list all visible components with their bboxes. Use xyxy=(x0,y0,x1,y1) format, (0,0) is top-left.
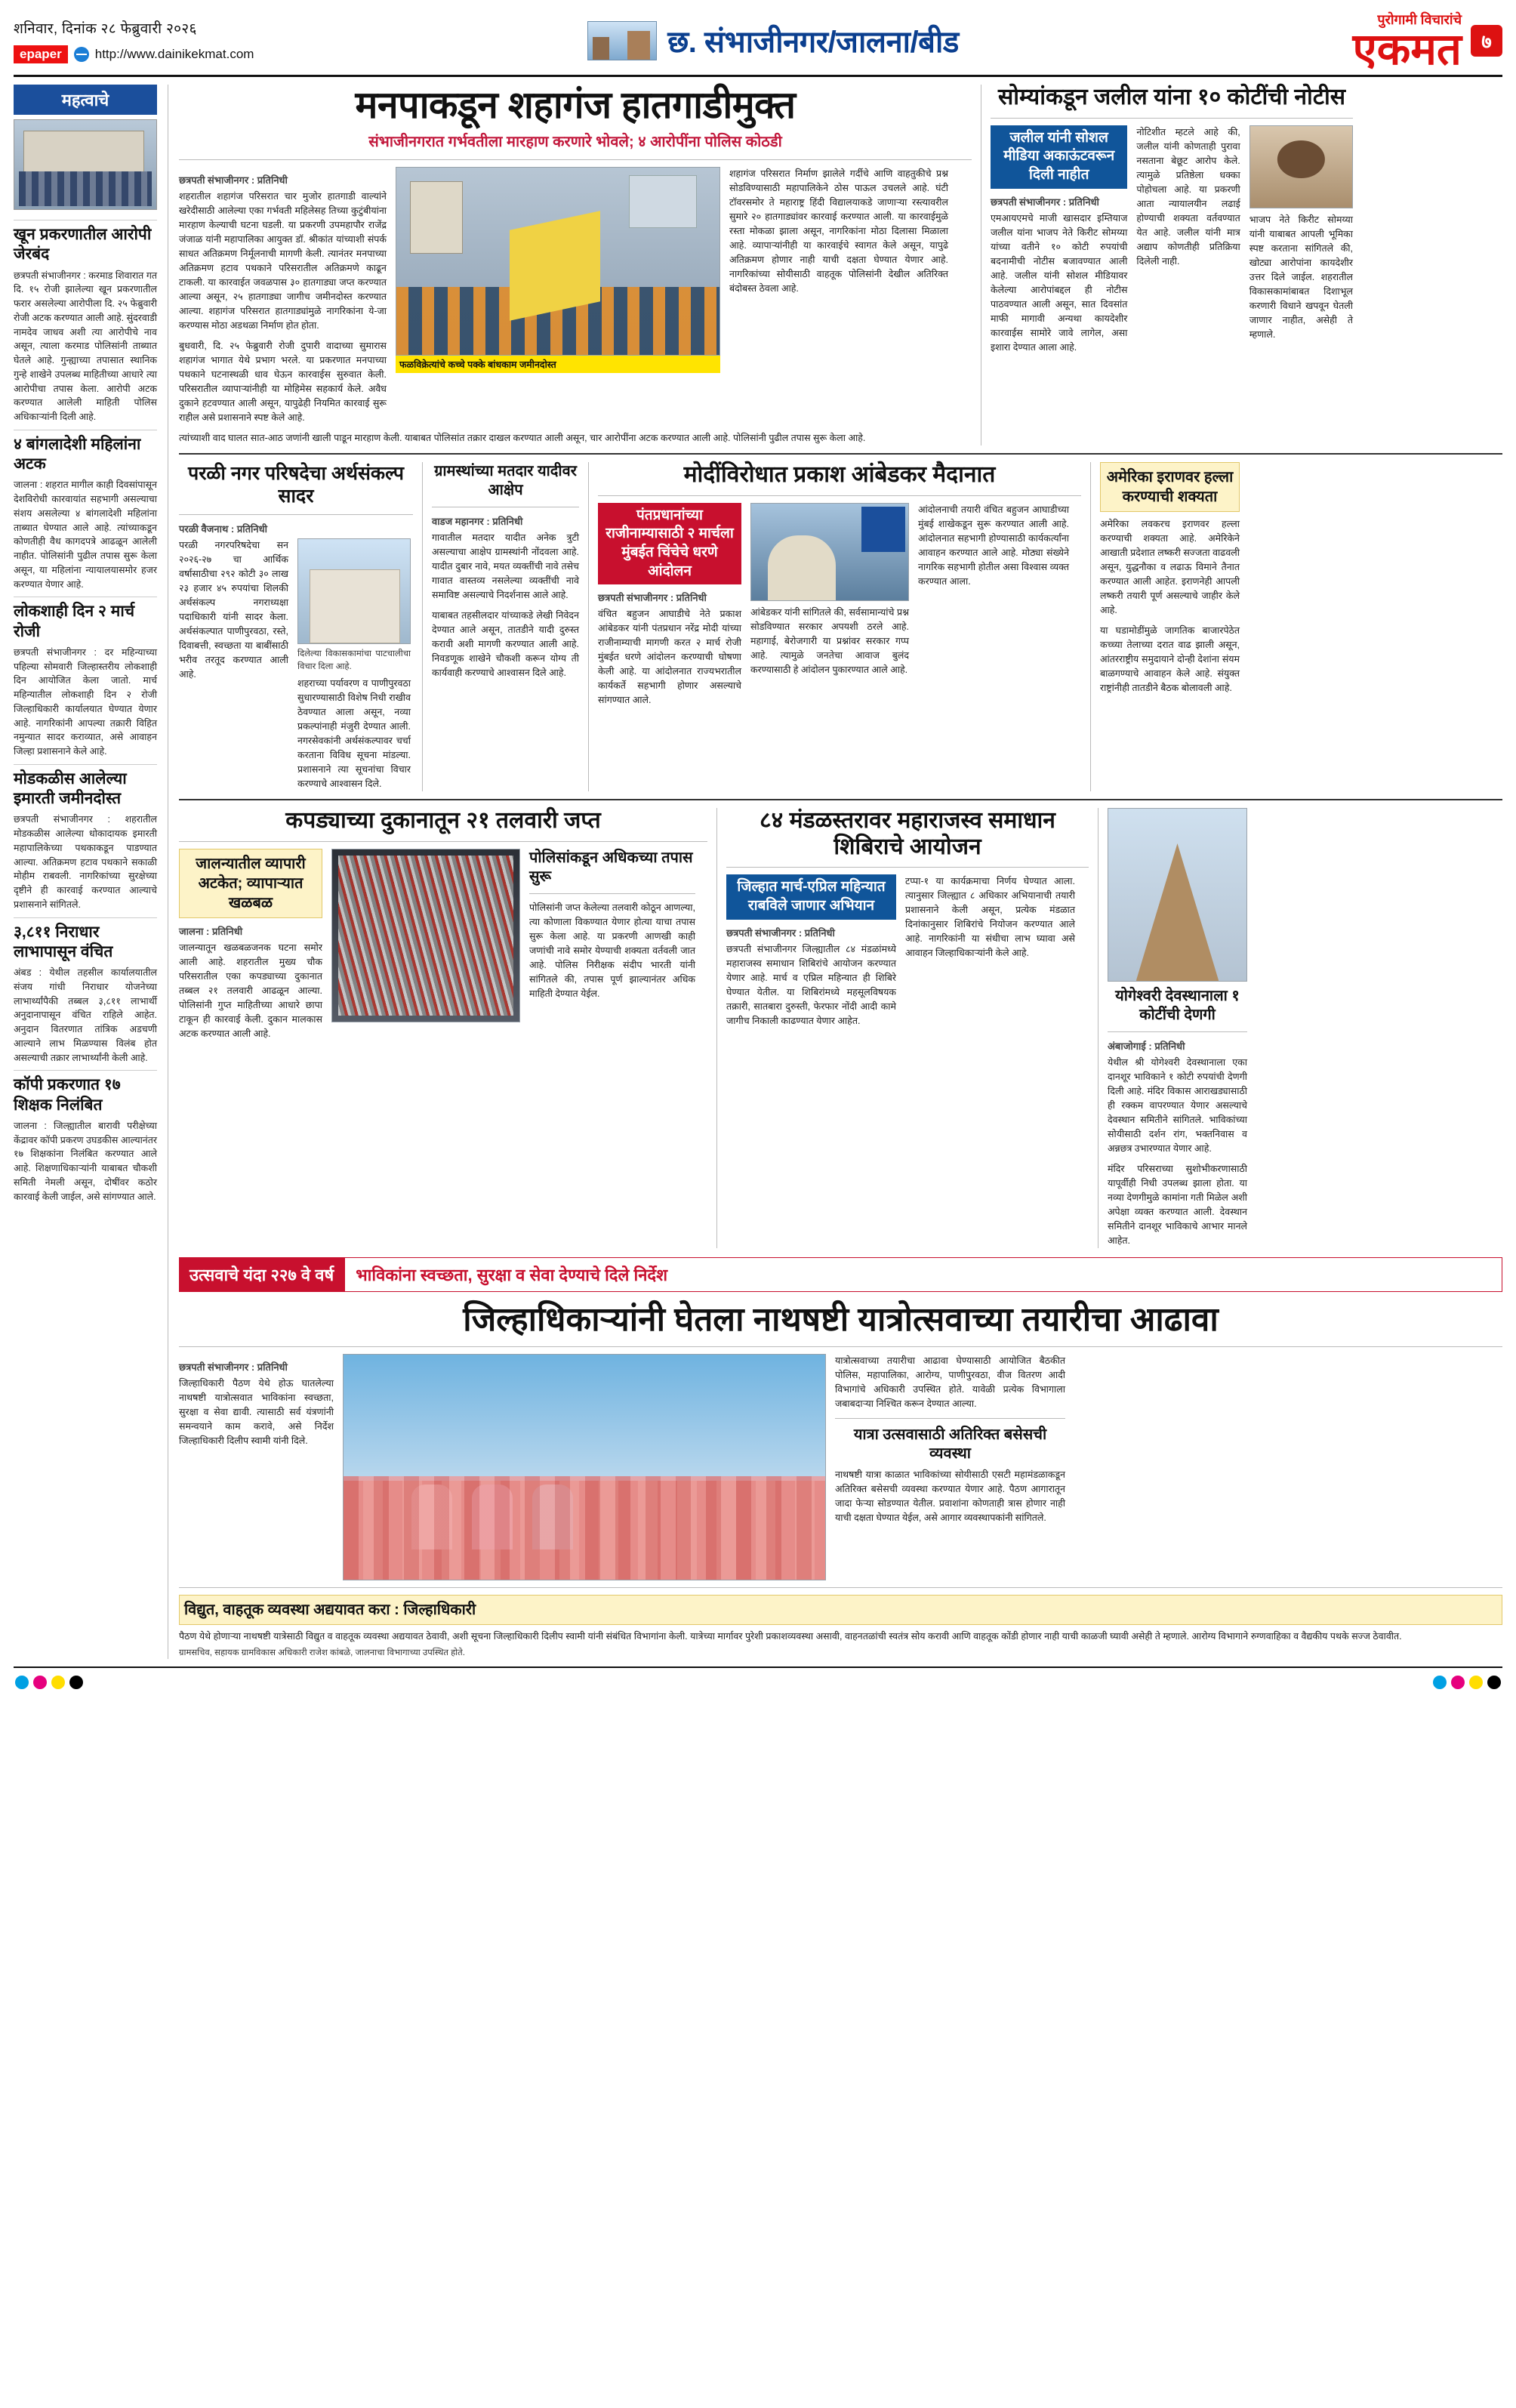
modi-headline: मोदींविरोधात प्रकाश आंबेडकर मैदानात xyxy=(683,462,996,488)
article-body: शहागंज परिसरात निर्माण झालेले गर्दीचे आणि वाहतुकीचे प्रश्न सोडविण्यासाठी महापालिकेने ठोस पाऊल उचलले आहे. घंटी टॉवरसमोर ते महाराष्ट्र हिंदी विद्यालयाकडे जाणाऱ्या रस्त्यावरील सुमारे २० हातगाड्यांवर कारवाई करण्यात आली. या कारवाईमुळे रस्ता मोकळा झाला असून, नागरिकांना मोठा दिलासा मिळाला आहे. व्यापाऱ्यांनीही या कारवाईचे स्वागत केले असून, यापुढे अतिक्रमण होणार नाही याची दक्षता घेण्यात येणार आहे. नागरिकांच्या सोयीसाठी वाहतूक पोलिसांनी देखील अतिरिक्त बंदोबस्त ठेवला आहे. xyxy=(729,168,948,294)
jalil-headline: सोम्यांकडून जलील यांना १० कोटींची नोटीस xyxy=(998,85,1345,110)
jalil-col-2 xyxy=(1136,125,1240,355)
parli-article xyxy=(179,462,413,791)
article-body: गावातील मतदार यादीत अनेक त्रुटी असल्याचा आक्षेप ग्रामस्थांनी नोंदवला आहे. यादीत दुबार नावे, मयत व्यक्तींची नावे तसेच गावात वास्तव्य नसलेल्या व्यक्तींची नावे समाविष्ट असल्याचे निदर्शनास आले आहे. xyxy=(432,532,579,601)
byline: जालना : प्रतिनिधी xyxy=(179,925,243,937)
article-body: शहराच्या पर्यावरण व पाणीपुरवठा सुधारण्यासाठी विशेष निधी राखीव ठेवण्यात आला असून, नव्या प्रकल्पांनाही मंजुरी देण्यात आली. नगरसेवकांनी अर्थसंकल्पावर चर्चा करताना विविध सूचना मांडल्या. प्रशासनाने त्या सूचनांचा विचार करण्याचे आश्वासन दिले. xyxy=(297,678,411,790)
photo-caption-bar: फळविक्रेत्यांचे कच्चे पक्के बांधकाम जमीनदोस्त xyxy=(396,356,720,373)
sidebar-item-body: जालना : जिल्ह्यातील बारावी परीक्षेच्या केंद्रावर कॉपी प्रकरण उघडकीस आल्यानंतर १७ शिक्षकांना निलंबित करण्यात आले आहे. शिक्षणाधिकाऱ्यांनी याबाबत चौकशी समिती नेमली असून, दोषींवर कठोर कारवाई केली जाईल, असे सांगण्यात आले. xyxy=(14,1120,157,1202)
article-body: जिल्हाधिकारी पैठण येथे होऊ घातलेल्या नाथषष्टी यात्रोत्सवात भाविकांना स्वच्छता, सुरक्षा व सेवा द्यावी. त्यासाठी सर्व यंत्रणांनी समन्वयाने काम करावे, असे निर्देश जिल्हाधिकारी दिलीप स्वामी यांनी दिले. xyxy=(179,1377,334,1446)
nathshashti-article xyxy=(179,1296,1502,1659)
byline: छत्रपती संभाजीनगर : प्रतिनिधी xyxy=(179,1361,288,1373)
byline: वाडज महानगर : प्रतिनिधी xyxy=(432,516,523,528)
photo-caption: दिलेल्या विकासकामांचा पाटचालीचा विचार दिला आहे. xyxy=(297,649,411,671)
sidebar-item-title: ३,८११ निराधार लाभापासून वंचित xyxy=(14,923,113,960)
article-body: या घडामोडींमुळे जागतिक बाजारपेठेत कच्च्या तेलाच्या दरात वाढ झाली असून, आंतरराष्ट्रीय समुदायाने दोन्ही देशांना संयम बाळगण्याचे आवाहन केले आहे. संयुक्त राष्ट्रांनीही तातडीने बैठक बोलावली आहे. xyxy=(1100,625,1240,694)
article-body: आंबेडकर यांनी सांगितले की, सर्वसामान्यांचे प्रश्न सोडविण्यात सरकार अपयशी ठरले आहे. महागाई, बेरोजगारी या प्रश्नांवर सरकार गप्प आहे. त्यामुळे जनतेचा आवाज बुलंद करण्यासाठी हे आंदोलन पुकारण्यात आले आहे. xyxy=(750,606,909,675)
masthead-left xyxy=(14,18,368,63)
article-body-continued: त्यांच्याशी वाद घालत सात-आठ जणांनी खाली पाडून मारहाण केली. याबाबत पोलिसांत तक्रार दाखल करण्यात आली असून, चार आरोपींना अटक करण्यात आली आहे. पोलिसांनी पुढील तपास सुरू केला आहे. xyxy=(179,433,866,444)
sidebar-header: महत्वाचे xyxy=(14,85,157,115)
article-body: वंचित बहुजन आघाडीचे नेते प्रकाश आंबेडकर यांनी पंतप्रधान नरेंद्र मोदी यांच्या राजीनाम्याची मागणी करत २ मार्च रोजी मुंबईत धरणे आंदोलन करण्याची घोषणा केली आहे. या आंदोलनात राज्यभरातील कार्यकर्ते सहभागी होणार असल्याचे सांगण्यात आले. xyxy=(598,609,741,706)
masthead xyxy=(14,11,1502,77)
lead-photo xyxy=(396,167,720,356)
article-body: छत्रपती संभाजीनगर जिल्ह्यातील ८४ मंडळांमध्ये महाराजस्व समाधान शिबिरांचे आयोजन करण्यात येणार आहे. मार्च व एप्रिल महिन्यात ही शिबिरे घेण्यात येतील. या शिबिरांमध्ये महसूलविषयक तक्रारी, सातबारा दुरुस्ती, फेरफार नोंदी आदी कामे जागीच निकाली काढण्यात येणार आहेत. xyxy=(726,943,896,1026)
list-item[interactable] xyxy=(14,430,157,592)
article-body: बुधवारी, दि. २५ फेब्रुवारी रोजी दुपारी वादाच्या सुमारास शहागंज भागात येथे प्रभाग भरले. या प्रकरणात मनपाच्या पथकाने घटनास्थळी धाव घेऊन कारवाईस सुरुवात केली. परिसरातील व्यापाऱ्यांनीही या मोहिमेस सहकार्य केले. अवैध दुकाने हटवण्यात आली असून, यापुढेही नियमित कारवाई सुरू राहील असे प्रशासनाने स्पष्ट केले आहे. xyxy=(179,341,387,424)
article-body: नोटिशीत म्हटले आहे की, जलील यांनी कोणताही पुरावा नसताना बेछूट आरोप केले. त्यामुळे प्रतिष्ठेला धक्का पोहोचला आहे. या प्रकरणी आता न्यायालयीन लढाई होण्याची शक्यता वर्तवण्यात येत आहे. जलील यांनी मात्र अद्याप कोणतीही प्रतिक्रिया दिलेली नाही. xyxy=(1136,126,1240,267)
byline: अंबाजोगाई : प्रतिनिधी xyxy=(1108,1041,1185,1053)
publication-date: शनिवार, दिनांक २८ फेब्रुवारी २०२६ xyxy=(14,20,197,37)
article-body: यात्रोत्सवाच्या तयारीचा आढावा घेण्यासाठी आयोजित बैठकीत पोलिस, महापालिका, आरोग्य, पाणीपुरवठा, वीज वितरण आदी विभागांचे अधिकारी उपस्थित होते. यावेळी प्रत्येक विभागाला जबाबदाऱ्या निश्चित करून देण्यात आल्या. xyxy=(835,1355,1065,1409)
mandal-boxhead: जिल्हात मार्च-एप्रिल महिन्यात राबविले जाणार अभियान xyxy=(726,874,896,919)
lead-col-3 xyxy=(729,167,948,425)
modi-photo xyxy=(750,503,909,601)
lead-col-1 xyxy=(179,167,387,425)
sidebar-item-title: लोकशाही दिन २ मार्च रोजी xyxy=(14,603,135,640)
second-band xyxy=(179,462,1502,791)
page-title: मनपाकडून शहागंज हातगाडीमुक्त xyxy=(355,84,796,127)
edition-city-line: छ. संभाजीनगर/जालना/बीड xyxy=(667,26,959,60)
color-dot xyxy=(51,1676,65,1689)
swords-subhead: जालन्यातील व्यापारी अटकेत; व्यापाऱ्यात खळबळ xyxy=(179,849,322,918)
sidebar-photo xyxy=(14,119,157,210)
footer-color-bar xyxy=(14,1666,1502,1689)
main-content xyxy=(179,85,1502,1659)
power-strip-head: विद्युत, वाहतूक व्यवस्था अद्ययावत करा : जिल्हाधिकारी xyxy=(179,1595,1502,1625)
list-item[interactable] xyxy=(14,764,157,912)
article-body: आंदोलनाची तयारी वंचित बहुजन आघाडीच्या मुंबई शाखेकडून सुरू करण्यात आली आहे. आंदोलनात सहभागी होण्यासाठी कार्यकर्त्यांना आवाहन करण्यात आले आहे. मोठ्या संख्येने नागरिक सहभागी होतील असा विश्वास व्यक्त करण्यात आला. xyxy=(918,504,1069,587)
top-band xyxy=(179,85,1502,446)
globe-icon xyxy=(74,47,89,62)
article-body: नाथषष्टी यात्रा काळात भाविकांच्या सोयीसाठी एसटी महामंडळाकडून अतिरिक्त बसेसची व्यवस्था करण्यात येणार आहे. पैठण आगारातून जादा फेऱ्या सोडण्यात येतील. प्रवाशांना कोणताही त्रास होणार नाही याची दक्षता घेण्यात येईल, असे आगार व्यवस्थापकांनी सांगितले. xyxy=(835,1469,1065,1523)
lead-subhead: संभाजीनगरात गर्भवतीला मारहाण करणारे भोवले; ४ आरोपींना पोलिस कोठडी xyxy=(368,134,782,151)
modi-boxhead: पंतप्रधानांच्या राजीनाम्यासाठी २ मार्चला मुंबईत चिंचेचे धरणे आंदोलन xyxy=(598,503,741,585)
list-item[interactable] xyxy=(14,1070,157,1204)
ribbon-right-label: भाविकांना स्वच्छता, सुरक्षा व सेवा देण्याचे दिले निर्देश xyxy=(344,1257,1502,1292)
sidebar-item-title: ४ बांगलादेशी महिलांना अटक xyxy=(14,435,141,473)
modi-article xyxy=(598,462,1081,791)
mandal-headline: ८४ मंडळस्तरावर महाराजस्व समाधान शिबिराचे आयोजन xyxy=(760,808,1055,859)
article-body: येथील श्री योगेश्वरी देवस्थानाला एका दानशूर भाविकाने १ कोटी रुपयांची देणगी दिली आहे. मंदिर विकास आराखड्यासाठी ही रक्कम वापरण्यात येणार असल्याचे देवस्थान समितीने सांगितले. भाविकांच्या सोयीसाठी दर्शन रांग, भक्तनिवास व अन्नछत्र उभारण्यात येणार आहे. xyxy=(1108,1057,1247,1155)
jalil-boxhead: जलील यांनी सोशल मीडिया अकाऊंटवरून दिली नाहीत xyxy=(991,125,1127,189)
swords-boxhead: पोलिसांकडून अधिकच्या तपास सुरू xyxy=(529,849,693,885)
voter-article xyxy=(432,462,579,791)
list-item[interactable] xyxy=(14,597,157,759)
sidebar-item-body: छत्रपती संभाजीनगर : करमाड शिवारात गत दि. १५ रोजी झालेल्या खून प्रकरणातील फरार असलेल्या आरोपीला दि. २५ फेब्रुवारी रोजी अटक करण्यात आली आहे. सुंदरवाडी नामदेव जाधव अशी त्या आरोपीचे नाव असून, त्याला करमाड पोलिसांनी ताब्यात घेतले आहे. गुन्ह्याच्या तपासात स्थानिक गुन्हे शाखेने उपलब्ध माहितीच्या आधारे त्या आरोपीचा तपास केला. आरोपी अटक करण्यात आलेली माहिती पोलिस अधिकाऱ्यांनी दिली आहे. xyxy=(14,270,157,423)
nathshashti-photo xyxy=(343,1354,826,1580)
article-body: याबाबत तहसीलदार यांच्याकडे लेखी निवेदन देण्यात आले असून, तातडीने यादी दुरुस्त करावी अशी मागणी करण्यात आली आहे. निवडणूक शाखेने चौकशी करून योग्य ती कार्यवाही करण्याचे आश्वासन दिले आहे. xyxy=(432,610,579,679)
temple-photo xyxy=(1108,808,1247,982)
article-body: एमआयएमचे माजी खासदार इम्तियाज जलील यांना भाजप नेते किरीट सोमय्या यांच्या वतीने १० कोटी रुपयांची बदनामीची नोटीस बजावण्यात आली आहे. जलील यांनी सोशल मीडियावर केलेल्या आरोपांबद्दल ही नोटीस पाठवण्यात आली असून, सात दिवसांत माफी मागावी अन्यथा कायदेशीर कारवाईस सामोरे जावे लागेल, असा इशारा देण्यात आला आहे. xyxy=(991,212,1128,353)
swords-photo xyxy=(331,849,520,1022)
list-item[interactable] xyxy=(14,220,157,424)
color-dot xyxy=(15,1676,29,1689)
epaper-url: http://www.dainikekmat.com xyxy=(94,46,254,61)
swords-article xyxy=(179,808,707,1248)
epaper-link[interactable] xyxy=(14,45,368,63)
sidebar-item-body: जालना : शहरात मागील काही दिवसांपासून देशविरोधी कारवायांत सहभागी असल्याचा संशय असलेल्या ४ बांगलादेशी महिलांना ताब्यात घेण्यात आले आहे. त्यांच्याकडून कोणतीही वैध कागदपत्रे आढळून आलेली नाहीत. पोलिसांनी पुढील तपास सुरू केला असून, या महिलांना न्यायालयासमोर हजर करण्यात येणार आहे. xyxy=(14,479,157,590)
sidebar-important-news xyxy=(14,85,157,1659)
temple-article xyxy=(1108,808,1247,1248)
masthead-right xyxy=(1178,11,1502,74)
color-dot xyxy=(69,1676,83,1689)
brand-tagline: पुरोगामी विचारांचे xyxy=(1377,12,1462,27)
newspaper-logo-icon xyxy=(587,21,657,60)
jalil-article xyxy=(991,85,1353,446)
sidebar-item-body: अंबड : येथील तहसील कार्यालयातील संजय गांधी निराधार योजनेच्या लाभार्थ्यांपैकी तब्बल ३,८११ लाभार्थी अनुदानापासून वंचित राहिले आहेत. अनुदान वितरणात तांत्रिक अडचणी आल्याने लाभ मिळण्यास विलंब होत असल्याची तक्रार लाभार्थ्यांनी केली आहे. xyxy=(14,967,157,1063)
jalil-photo xyxy=(1249,125,1353,208)
article-body: मंदिर परिसराच्या सुशोभीकरणासाठी यापूर्वीही निधी उपलब्ध झाला होता. या नव्या देणगीमुळे कामांना गती मिळेल अशी अपेक्षा व्यक्त करण्यात आली. देवस्थान समितीने दानशूर भाविकाचे आभार मानले आहेत. xyxy=(1108,1164,1247,1247)
temple-headline: योगेश्वरी देवस्थानाला १ कोटींची देणगी xyxy=(1115,988,1240,1024)
sidebar-item-body: छत्रपती संभाजीनगर : शहरातील मोडकळीस आलेल्या धोकादायक इमारती महापालिकेच्या पथकाकडून पाडण्यात आल्या. अतिक्रमण हटाव पथकाने सकाळी मोहीम राबवली. नागरिकांच्या सुरक्षेच्या दृष्टीने ही कारवाई करण्यात आल्याचे प्रशासनाने सांगितले. xyxy=(14,814,157,910)
article-body: टप्पा-१ या कार्यक्रमाचा निर्णय घेण्यात आला. त्यानुसार जिल्ह्यात ८ अधिकार अभियानाची तयारी प्रशासनाने केली असून, प्रत्येक मंडळात दिनांकानुसार शिबिरांचे नियोजन करण्यात आले आहे. नागरिकांनी या संधीचा लाभ घ्यावा असे आवाहन जिल्हाधिकाऱ्यांनी केले आहे. xyxy=(905,876,1075,959)
mandal-article xyxy=(726,808,1089,1248)
sidebar-item-title: खून प्रकरणातील आरोपी जेरबंद xyxy=(14,226,152,264)
lead-article xyxy=(179,85,972,446)
article-body: पैठण येथे होणाऱ्या नाथषष्टी यात्रेसाठी विद्युत व वाहतूक व्यवस्था अद्ययावत ठेवावी, अशी सूचना जिल्हाधिकारी दिलीप स्वामी यांनी संबंधित विभागांना केली. यात्रेच्या मार्गावर पुरेशी प्रकाशव्यवस्था असावी, वाहनतळांची स्वतंत्र सोय करावी आणि वाहतूक कोंडी होणार नाही याची काळजी घ्यावी असेही ते म्हणाले. आरोग्य विभागाने रुग्णवाहिका व वैद्यकीय पथके सज्ज ठेवावीत. xyxy=(179,1630,1402,1642)
byline: छत्रपती संभाजीनगर : प्रतिनिधी xyxy=(598,592,707,604)
color-dot xyxy=(1487,1676,1501,1689)
epaper-tag: epaper xyxy=(14,45,68,63)
bus-box-head: यात्रा उत्सवासाठी अतिरिक्त बसेसची व्यवस्था xyxy=(853,1426,1047,1462)
page-number: ७ xyxy=(1471,25,1502,57)
strip-byline: ग्रामसचिव, सहायक ग्रामविकास अधिकारी राजेश कांबळे, जालनाचा विभागाच्या उपस्थित होते. xyxy=(179,1648,465,1657)
masthead-center xyxy=(368,20,1178,61)
swords-headline: कपड्याच्या दुकानातून २१ तलवारी जप्त xyxy=(285,808,601,834)
article-body: पोलिसांनी जप्त केलेल्या तलवारी कोठून आणल्या, त्या कोणाला विकण्यात येणार होत्या याचा तपास सुरू केला आहे. या प्रकरणी आणखी काही जणांची नावे समोर येण्याची शक्यता वर्तवली जात आहे. पोलिस निरीक्षक संदीप भारती यांनी सांगितले की, तपास पूर्ण झाल्यानंतर अधिक माहिती देण्यात येईल. xyxy=(529,902,695,999)
list-item[interactable] xyxy=(14,917,157,1065)
page-body xyxy=(14,85,1502,1659)
color-dot xyxy=(1433,1676,1447,1689)
festival-ribbon xyxy=(179,1257,1502,1292)
color-dot xyxy=(33,1676,47,1689)
nathshashti-headline: जिल्हाधिकाऱ्यांनी घेतला नाथषष्टी यात्रोत्सवाच्या तयारीचा आढावा xyxy=(463,1301,1219,1339)
voter-headline: ग्रामस्थांच्या मतदार यादीवर आक्षेप xyxy=(434,463,577,499)
third-band xyxy=(179,808,1502,1248)
byline: परळी वैजनाथ : प्रतिनिधी xyxy=(179,523,267,535)
color-dot xyxy=(1451,1676,1465,1689)
byline: छत्रपती संभाजीनगर : प्रतिनिधी xyxy=(179,174,288,187)
article-body: शहरातील शहागंज परिसरात चार मुजोर हातगाडी वाल्यांने खरेदीसाठी आलेल्या एका गर्भवती महिलेसह तिच्या कुटुंबीयांना मारहाण केल्याची घटना घडली. या प्रकरणी उपमहापौर राजेंद्र जंजाळ यांनी महापालिका आयुक्त डॉ. श्रीकांत यांच्याशी संपर्क साधत अतिक्रमण निर्मूलनाची मागणी केली. त्यानंतर मनपाच्या अतिक्रमण हटाव पथकाने परिसरातील अतिक्रमणे काढून टाकली. या कारवाईत जवळपास ३० हातगाड्या जप्त करण्यात आल्या असून, २५ हातगाड्या जागीच जमीनदोस्त करण्यात आल्या. शहागंज परिसरात हातगाड्यांमुळे नागरिकांना ये-जा करण्यास मोठा अडथळा निर्माण होत होता. xyxy=(179,191,387,331)
lead-photo-block xyxy=(396,167,720,425)
parli-headline: परळी नगर परिषदेचा अर्थसंकल्प सादर xyxy=(188,463,404,507)
color-dot xyxy=(1469,1676,1483,1689)
america-headline: अमेरिका इराणवर हल्ला करण्याची शक्यता xyxy=(1100,462,1240,512)
brand-name: एकमत xyxy=(1352,25,1462,74)
article-body: भाजप नेते किरीट सोमय्या यांनी याबाबत आपली भूमिका स्पष्ट करताना सांगितले की, खोट्या आरोपांना कायदेशीर उत्तर दिले जाईल. शहरातील विकासकामांबाबत दिशाभूल करणारी विधाने खपवून घेतली जाणार नाहीत, असेही ते म्हणाले. xyxy=(1249,214,1354,340)
article-body: परळी नगरपरिषदेचा सन २०२६-२७ चा आर्थिक वर्षासाठीचा २९२ कोटी ३० लाख २३ हजार ४५ रुपयांचा शिलकी अर्थसंकल्प नगराध्यक्षा पदाधिकारी यांनी सादर केला. अर्थसंकल्पात पाणीपुरवठा, रस्ते, दिवाबत्ती, स्वच्छता या बाबींसाठी भरीव तरतूद करण्यात आली आहे. xyxy=(179,540,288,680)
sidebar-item-title: कॉपी प्रकरणात १७ शिक्षक निलंबित xyxy=(14,1076,121,1114)
jalil-boxhead-col xyxy=(991,125,1127,355)
america-article xyxy=(1100,462,1240,791)
sidebar-item-body: छत्रपती संभाजीनगर : दर महिन्याच्या पहिल्या सोमवारी जिल्हास्तरीय लोकशाही दिन आयोजित केला जातो. मार्च महिन्यातील लोकशाही दिन २ रोजी जिल्हाधिकारी कार्यालयात घेण्यात येणार आहे. नागरिकांनी आपल्या तक्रारी विहित नमुन्यात सादर कराव्यात, असे आवाहन जिल्हा प्रशासनाने केले आहे. xyxy=(14,646,157,757)
article-body: अमेरिका लवकरच इराणवर हल्ला करण्याची शक्यता आहे. अमेरिकेने आखाती प्रदेशात लष्करी सज्जता वाढवली असून, युद्धनौका व लढाऊ विमाने तैनात करण्यात आली आहेत. इराणनेही आपली लष्करी तयारी पूर्ण असल्याचे जाहीर केले आहे. xyxy=(1100,519,1240,616)
byline: छत्रपती संभाजीनगर : प्रतिनिधी xyxy=(726,927,835,939)
jalil-col-3 xyxy=(1249,125,1353,355)
sidebar-item-title: मोडकळीस आलेल्या इमारती जमीनदोस्त xyxy=(14,769,127,808)
byline: छत्रपती संभाजीनगर : प्रतिनिधी xyxy=(991,196,1099,208)
ribbon-left-label: उत्सवाचे यंदा २२७ वे वर्ष xyxy=(179,1257,344,1292)
parli-photo xyxy=(297,538,411,644)
article-body: जालन्यातून खळबळजनक घटना समोर आली आहे. शहरातील मुख्य चौक परिसरातील एका कपड्याच्या दुकानात तब्बल २१ तलवारी आढळून आल्या. पोलिसांनी गुप्त माहितीच्या आधारे छापा टाकून ही कारवाई केली. दुकान मालकास अटक करण्यात आली आहे. xyxy=(179,942,322,1039)
